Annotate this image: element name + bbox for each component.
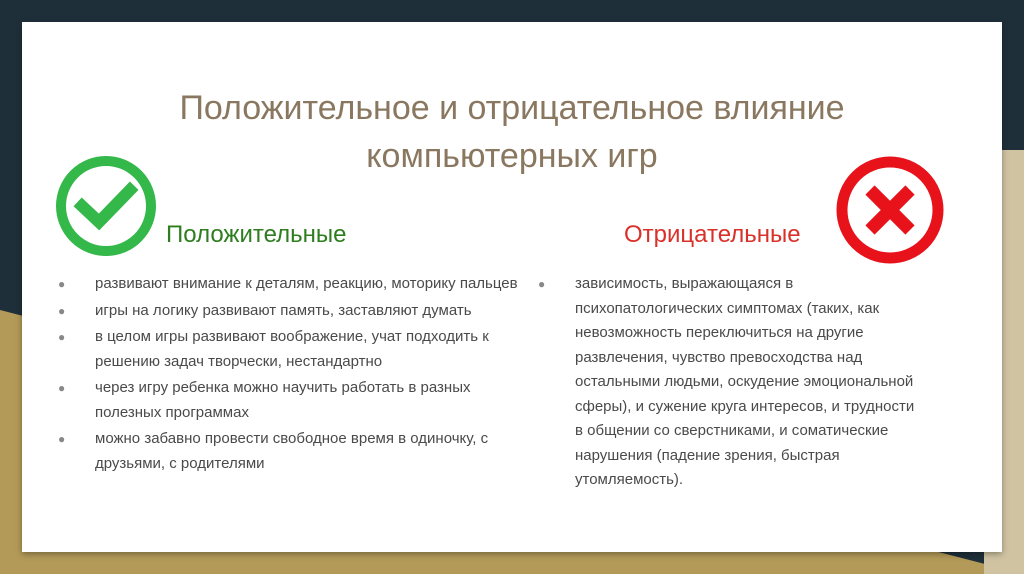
- negative-heading: Отрицательные: [624, 221, 801, 248]
- bullet-icon: ●: [58, 330, 66, 344]
- slide-title-line-2: компьютерных игр: [366, 137, 658, 175]
- positive-heading: Положительные: [166, 221, 347, 248]
- bullet-icon: ●: [538, 277, 546, 291]
- list-item-text: можно забавно провести свободное время в одиночку, с друзьями, с родителями: [95, 430, 489, 472]
- list-item-text: зависимость, выражающаяся в психопатологических симптомах (таких, как невозможность переключиться на другие развлечения, чувство превосходства над остальными людьми, оскудение эмоциональной сферы), и сужение круга интересов, и трудности в общении со сверстниками, и соматические нарушения (падение зрения, быстрая утомляемость).: [575, 275, 915, 488]
- slide-title-line-1: Положительное и отрицательное влияние: [179, 89, 845, 127]
- positive-list: [58, 272, 528, 478]
- check-circle-icon: [54, 154, 158, 258]
- list-item-text: развивают внимание к деталям, реакцию, моторику пальцев: [95, 275, 518, 292]
- list-item: [58, 427, 528, 476]
- list-item-text: через игру ребенка можно научить работать в разных полезных программах: [95, 379, 471, 421]
- list-item: [58, 272, 528, 297]
- bullet-icon: ●: [58, 381, 66, 395]
- list-item: [538, 272, 918, 493]
- list-item: [58, 325, 528, 374]
- bullet-icon: ●: [58, 303, 66, 318]
- list-item-text: игры на логику развивают память, заставляют думать: [95, 301, 472, 319]
- cross-circle-icon: [834, 154, 946, 266]
- list-item: [58, 376, 528, 425]
- bullet-icon: ●: [58, 277, 66, 291]
- negative-list: [538, 272, 918, 493]
- bullet-icon: ●: [58, 432, 66, 446]
- list-item-text: в целом игры развивают воображение, учат подходить к решению задач творчески, нестандартно: [95, 328, 489, 370]
- list-item: [58, 299, 528, 324]
